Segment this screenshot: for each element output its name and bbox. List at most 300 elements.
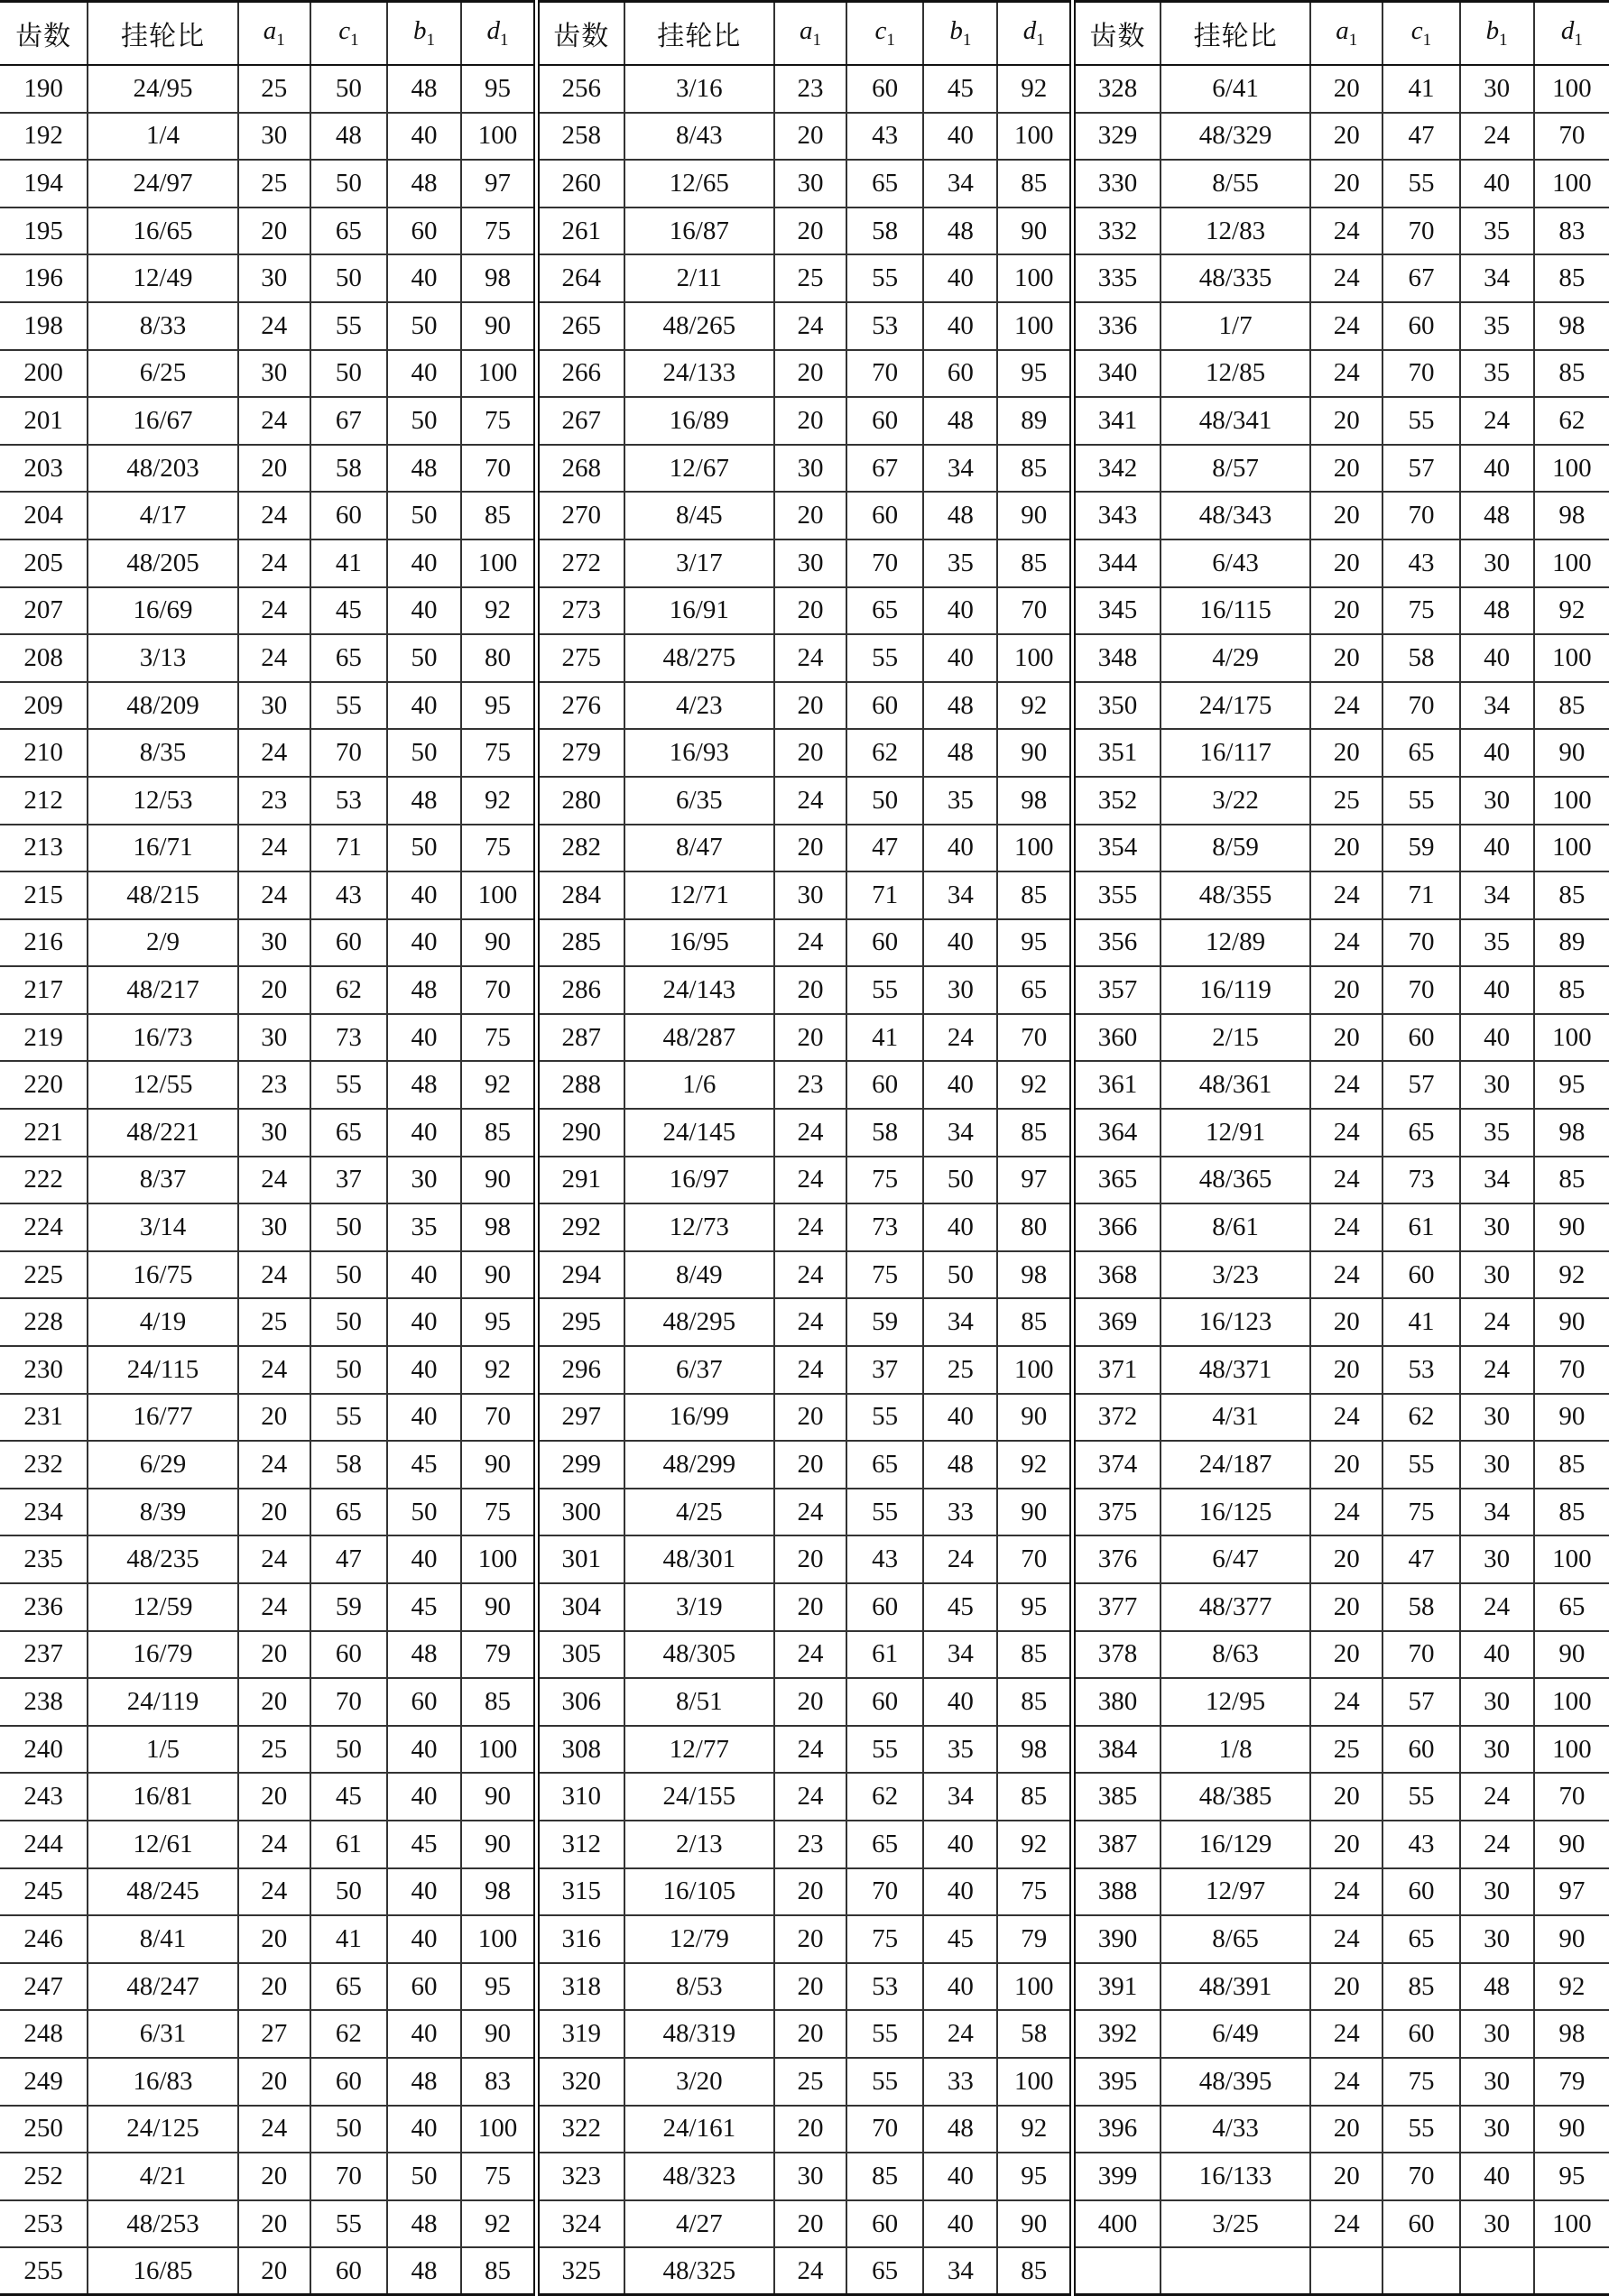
- cell-d: 62: [1534, 397, 1609, 445]
- cell-d: 100: [1534, 1678, 1609, 1726]
- cell-teeth: 265: [536, 302, 624, 350]
- cell-b: 45: [923, 65, 997, 113]
- cell-ratio: 12/65: [624, 160, 774, 207]
- cell-ratio: 16/133: [1161, 2153, 1310, 2200]
- cell-ratio: 2/11: [624, 254, 774, 302]
- cell-teeth: 291: [536, 1157, 624, 1204]
- cell-a: 24: [238, 1346, 310, 1394]
- cell-c: 73: [846, 1203, 923, 1251]
- cell-a: 20: [1310, 825, 1382, 872]
- cell-b: 30: [1460, 1535, 1534, 1583]
- cell-ratio: 48/341: [1161, 397, 1310, 445]
- cell-a: 20: [1310, 1963, 1382, 2011]
- cell-c: 58: [310, 445, 387, 493]
- cell-ratio: 48/235: [88, 1535, 237, 1583]
- cell-b: 45: [387, 1441, 461, 1489]
- cell-b: 30: [1460, 2200, 1534, 2248]
- cell-d: 90: [997, 1394, 1072, 1442]
- cell-a: 24: [1310, 871, 1382, 919]
- cell-teeth: 260: [536, 160, 624, 207]
- cell-teeth: 305: [536, 1631, 624, 1679]
- cell-ratio: 16/67: [88, 397, 237, 445]
- cell-teeth: 288: [536, 1061, 624, 1109]
- cell-c: 58: [846, 1109, 923, 1157]
- cell-teeth: 212: [0, 777, 88, 825]
- cell-teeth: 221: [0, 1109, 88, 1157]
- table-row: [0, 2247, 1609, 2295]
- cell-d: 80: [461, 634, 536, 682]
- table-row: [0, 1631, 1609, 1679]
- header-c-group-2: [846, 2, 923, 66]
- cell-b: 34: [923, 445, 997, 493]
- cell-a: 30: [238, 350, 310, 398]
- cell-c: 45: [310, 587, 387, 635]
- header-teeth-label: 齿数: [15, 21, 72, 52]
- cell-ratio: 12/89: [1161, 919, 1310, 967]
- table-row: [0, 871, 1609, 919]
- cell-ratio: 8/43: [624, 113, 774, 161]
- cell-ratio: 3/19: [624, 1583, 774, 1631]
- cell-d: 95: [997, 1583, 1072, 1631]
- cell-a: 20: [774, 207, 846, 255]
- cell-a: 20: [774, 1963, 846, 2011]
- cell-a: 20: [774, 1394, 846, 1442]
- cell-a: 24: [238, 634, 310, 682]
- cell-b: 35: [1460, 919, 1534, 967]
- cell-d: 85: [997, 2247, 1072, 2295]
- cell-teeth: 237: [0, 1631, 88, 1679]
- cell-ratio: 16/99: [624, 1394, 774, 1442]
- cell-b: 40: [387, 682, 461, 730]
- cell-b: 34: [1460, 1489, 1534, 1536]
- cell-b: 40: [923, 1821, 997, 1868]
- header-teeth-group-1: [0, 2, 88, 66]
- cell-ratio: 48/209: [88, 682, 237, 730]
- cell-teeth: 196: [0, 254, 88, 302]
- cell-teeth: 392: [1073, 2010, 1161, 2058]
- cell-a: 20: [774, 1915, 846, 1963]
- table-row: [0, 1203, 1609, 1251]
- cell-teeth: 322: [536, 2106, 624, 2153]
- cell-b: 24: [1460, 113, 1534, 161]
- cell-teeth: 266: [536, 350, 624, 398]
- cell-teeth: 247: [0, 1963, 88, 2011]
- header-b-label: [1485, 16, 1508, 50]
- cell-b: 48: [1460, 1963, 1534, 2011]
- cell-ratio: 48/287: [624, 1014, 774, 1062]
- cell-b: 40: [387, 1726, 461, 1774]
- cell-ratio: 24/115: [88, 1346, 237, 1394]
- cell-ratio: 1/4: [88, 113, 237, 161]
- cell-teeth: 279: [536, 729, 624, 777]
- cell-ratio: 1/5: [88, 1726, 237, 1774]
- cell-b: 40: [387, 1394, 461, 1442]
- cell-b: 40: [923, 825, 997, 872]
- cell-a: 20: [1310, 492, 1382, 539]
- cell-teeth: 388: [1073, 1868, 1161, 1916]
- cell-d: 70: [461, 445, 536, 493]
- cell-b: 34: [923, 160, 997, 207]
- cell-d: 98: [461, 1868, 536, 1916]
- cell-c: 45: [310, 1773, 387, 1821]
- cell-teeth: 387: [1073, 1821, 1161, 1868]
- cell-d: 100: [461, 539, 536, 587]
- cell-d: 90: [997, 2200, 1072, 2248]
- table-row: [0, 160, 1609, 207]
- table-row: [0, 1489, 1609, 1536]
- cell-b: 40: [923, 1963, 997, 2011]
- cell-b: 45: [923, 1915, 997, 1963]
- cell-teeth: 192: [0, 113, 88, 161]
- cell-ratio: 8/39: [88, 1489, 237, 1536]
- cell-c: 55: [846, 1394, 923, 1442]
- cell-ratio: 48/221: [88, 1109, 237, 1157]
- cell-ratio: 8/55: [1161, 160, 1310, 207]
- header-d-label: [1560, 16, 1583, 50]
- cell-c: 60: [1382, 1868, 1459, 1916]
- cell-d: 75: [461, 207, 536, 255]
- cell-a: 24: [1310, 1489, 1382, 1536]
- cell-c: 50: [310, 254, 387, 302]
- cell-c: 75: [1382, 587, 1459, 635]
- cell-d: 75: [461, 1489, 536, 1536]
- variable-subscript: 1: [886, 30, 895, 50]
- cell-teeth: 351: [1073, 729, 1161, 777]
- cell-a: 24: [1310, 1678, 1382, 1726]
- cell-c: 59: [310, 1583, 387, 1631]
- cell-d: 98: [997, 1726, 1072, 1774]
- cell-teeth: 357: [1073, 966, 1161, 1014]
- cell-teeth: 299: [536, 1441, 624, 1489]
- cell-ratio: 8/47: [624, 825, 774, 872]
- cell-b: 40: [387, 350, 461, 398]
- header-c-label: [874, 16, 895, 50]
- cell-d: 92: [461, 2200, 536, 2248]
- cell-a: 25: [774, 2058, 846, 2106]
- cell-d: 90: [461, 1583, 536, 1631]
- cell-a: 20: [1310, 65, 1382, 113]
- cell-teeth: 308: [536, 1726, 624, 1774]
- cell-ratio: 12/95: [1161, 1678, 1310, 1726]
- cell-teeth: 395: [1073, 2058, 1161, 2106]
- cell-teeth: 368: [1073, 1251, 1161, 1299]
- table-row: [0, 634, 1609, 682]
- variable-letter: c: [338, 16, 351, 46]
- cell-teeth: 295: [536, 1298, 624, 1346]
- cell-a: 20: [774, 966, 846, 1014]
- cell-b: 50: [923, 1251, 997, 1299]
- cell-c: 71: [310, 825, 387, 872]
- cell-c: 55: [846, 2058, 923, 2106]
- cell-d: 70: [461, 1394, 536, 1442]
- cell-teeth: 222: [0, 1157, 88, 1204]
- cell-b: 60: [923, 350, 997, 398]
- cell-a: 20: [1310, 539, 1382, 587]
- cell-a: 24: [238, 825, 310, 872]
- cell-c: 61: [846, 1631, 923, 1679]
- table-row: [0, 1963, 1609, 2011]
- cell-teeth: 210: [0, 729, 88, 777]
- cell-b: 50: [387, 397, 461, 445]
- cell-d: 95: [997, 2153, 1072, 2200]
- cell-d: 90: [461, 919, 536, 967]
- cell-c: 55: [310, 302, 387, 350]
- cell-b: 40: [387, 1773, 461, 1821]
- cell-teeth: 273: [536, 587, 624, 635]
- cell-ratio: 16/71: [88, 825, 237, 872]
- table-row: [0, 207, 1609, 255]
- variable-subscript: 1: [962, 30, 972, 50]
- cell-c: 62: [310, 966, 387, 1014]
- cell-c: 50: [846, 777, 923, 825]
- cell-d: 75: [461, 2153, 536, 2200]
- cell-d: 85: [1534, 254, 1609, 302]
- cell-c: 50: [310, 160, 387, 207]
- cell-teeth: 248: [0, 2010, 88, 2058]
- cell-c: 70: [310, 1678, 387, 1726]
- cell-b: 30: [923, 966, 997, 1014]
- cell-teeth: 328: [1073, 65, 1161, 113]
- cell-b: 25: [923, 1346, 997, 1394]
- cell-d: 92: [461, 587, 536, 635]
- cell-c: 43: [846, 113, 923, 161]
- cell-d: 85: [1534, 682, 1609, 730]
- cell-b: 40: [923, 2153, 997, 2200]
- cell-c: 62: [846, 729, 923, 777]
- cell-a: 23: [774, 1061, 846, 1109]
- cell-a: 20: [238, 1394, 310, 1442]
- table-row: [0, 492, 1609, 539]
- cell-ratio: 8/65: [1161, 1915, 1310, 1963]
- cell-teeth: 213: [0, 825, 88, 872]
- cell-teeth: 377: [1073, 1583, 1161, 1631]
- cell-c: 59: [1382, 825, 1459, 872]
- cell-teeth: 203: [0, 445, 88, 493]
- cell-teeth: 376: [1073, 1535, 1161, 1583]
- cell-a: 24: [1310, 2200, 1382, 2248]
- cell-ratio: 48/365: [1161, 1157, 1310, 1204]
- cell-teeth: 310: [536, 1773, 624, 1821]
- cell-teeth: 324: [536, 2200, 624, 2248]
- cell-ratio: [1161, 2247, 1310, 2295]
- cell-d: 65: [997, 966, 1072, 1014]
- cell-ratio: 3/23: [1161, 1251, 1310, 1299]
- cell-ratio: 2/9: [88, 919, 237, 967]
- cell-d: 100: [997, 113, 1072, 161]
- cell-d: 85: [1534, 871, 1609, 919]
- cell-teeth: 361: [1073, 1061, 1161, 1109]
- cell-d: 90: [1534, 1631, 1609, 1679]
- cell-b: 35: [1460, 350, 1534, 398]
- cell-d: 100: [997, 302, 1072, 350]
- cell-b: 30: [1460, 1868, 1534, 1916]
- cell-a: 20: [238, 2153, 310, 2200]
- cell-ratio: 16/95: [624, 919, 774, 967]
- cell-d: 100: [1534, 777, 1609, 825]
- cell-ratio: 3/16: [624, 65, 774, 113]
- cell-teeth: 323: [536, 2153, 624, 2200]
- header-b-label: [949, 16, 972, 50]
- cell-d: 92: [1534, 1251, 1609, 1299]
- header-d-label: [486, 16, 509, 50]
- cell-c: 65: [310, 634, 387, 682]
- cell-b: 40: [1460, 2153, 1534, 2200]
- cell-teeth: 195: [0, 207, 88, 255]
- cell-c: 62: [846, 1773, 923, 1821]
- cell-teeth: 297: [536, 1394, 624, 1442]
- cell-ratio: 48/245: [88, 1868, 237, 1916]
- cell-c: 50: [310, 350, 387, 398]
- cell-b: 40: [387, 254, 461, 302]
- cell-d: 90: [1534, 1394, 1609, 1442]
- cell-c: 70: [846, 2106, 923, 2153]
- cell-d: 92: [1534, 1963, 1609, 2011]
- header-b-group-2: [923, 2, 997, 66]
- cell-teeth: 207: [0, 587, 88, 635]
- table-row: [0, 966, 1609, 1014]
- cell-ratio: 6/41: [1161, 65, 1310, 113]
- cell-c: 60: [846, 682, 923, 730]
- header-ratio-label: 挂轮比: [657, 21, 742, 52]
- cell-a: 24: [238, 397, 310, 445]
- cell-c: 65: [310, 1489, 387, 1536]
- cell-ratio: 16/73: [88, 1014, 237, 1062]
- table-row: [0, 2200, 1609, 2248]
- cell-a: 24: [238, 1251, 310, 1299]
- cell-teeth: 225: [0, 1251, 88, 1299]
- cell-ratio: 8/33: [88, 302, 237, 350]
- cell-c: 53: [846, 302, 923, 350]
- cell-ratio: 3/13: [88, 634, 237, 682]
- cell-c: [1382, 2247, 1459, 2295]
- cell-ratio: 8/57: [1161, 445, 1310, 493]
- cell-teeth: 243: [0, 1773, 88, 1821]
- cell-ratio: 2/15: [1161, 1014, 1310, 1062]
- cell-a: 20: [238, 1963, 310, 2011]
- cell-teeth: 235: [0, 1535, 88, 1583]
- cell-d: 70: [1534, 1346, 1609, 1394]
- cell-b: 40: [387, 539, 461, 587]
- cell-a: 24: [774, 1346, 846, 1394]
- cell-a: 23: [774, 1821, 846, 1868]
- cell-d: 95: [461, 1963, 536, 2011]
- cell-a: 24: [1310, 1109, 1382, 1157]
- cell-ratio: 6/49: [1161, 2010, 1310, 2058]
- cell-ratio: 1/6: [624, 1061, 774, 1109]
- cell-a: 24: [1310, 302, 1382, 350]
- cell-c: 60: [846, 1678, 923, 1726]
- cell-d: 95: [461, 1298, 536, 1346]
- cell-c: 61: [310, 1821, 387, 1868]
- cell-d: 90: [461, 1773, 536, 1821]
- cell-c: 50: [310, 1251, 387, 1299]
- cell-c: 48: [310, 113, 387, 161]
- cell-b: 45: [387, 1821, 461, 1868]
- cell-a: 20: [1310, 1583, 1382, 1631]
- cell-a: 25: [1310, 1726, 1382, 1774]
- cell-b: 34: [923, 1109, 997, 1157]
- cell-teeth: 256: [536, 65, 624, 113]
- cell-a: 30: [238, 113, 310, 161]
- cell-teeth: 342: [1073, 445, 1161, 493]
- cell-teeth: 244: [0, 1821, 88, 1868]
- cell-ratio: 48/217: [88, 966, 237, 1014]
- cell-ratio: 6/37: [624, 1346, 774, 1394]
- cell-b: 40: [387, 1109, 461, 1157]
- cell-b: 60: [387, 1963, 461, 2011]
- cell-d: 80: [997, 1203, 1072, 1251]
- cell-c: 50: [310, 1203, 387, 1251]
- cell-a: 24: [1310, 207, 1382, 255]
- cell-teeth: 350: [1073, 682, 1161, 730]
- cell-teeth: 329: [1073, 113, 1161, 161]
- cell-ratio: 48/325: [624, 2247, 774, 2295]
- cell-ratio: 24/133: [624, 350, 774, 398]
- cell-d: 95: [1534, 2153, 1609, 2200]
- cell-c: 60: [846, 1061, 923, 1109]
- cell-teeth: 374: [1073, 1441, 1161, 1489]
- cell-ratio: 12/97: [1161, 1868, 1310, 1916]
- header-b-label: [413, 16, 436, 50]
- cell-teeth: 380: [1073, 1678, 1161, 1726]
- cell-d: 89: [997, 397, 1072, 445]
- cell-a: 20: [774, 1441, 846, 1489]
- cell-c: 55: [846, 254, 923, 302]
- cell-b: 48: [387, 2247, 461, 2295]
- cell-b: 34: [923, 1631, 997, 1679]
- cell-d: 90: [997, 207, 1072, 255]
- table-row: [0, 682, 1609, 730]
- cell-ratio: 48/247: [88, 1963, 237, 2011]
- cell-ratio: 4/29: [1161, 634, 1310, 682]
- cell-teeth: 220: [0, 1061, 88, 1109]
- table-row: [0, 350, 1609, 398]
- cell-c: 41: [310, 539, 387, 587]
- cell-teeth: 249: [0, 2058, 88, 2106]
- cell-a: 30: [774, 2153, 846, 2200]
- cell-b: 24: [1460, 1583, 1534, 1631]
- cell-teeth: 356: [1073, 919, 1161, 967]
- cell-c: 71: [846, 871, 923, 919]
- cell-c: 85: [846, 2153, 923, 2200]
- cell-a: 24: [1310, 1251, 1382, 1299]
- table-header: [0, 2, 1609, 66]
- cell-c: 75: [846, 1251, 923, 1299]
- cell-b: 48: [387, 966, 461, 1014]
- cell-b: 40: [387, 1535, 461, 1583]
- cell-ratio: 4/31: [1161, 1394, 1310, 1442]
- cell-ratio: 16/75: [88, 1251, 237, 1299]
- cell-b: 40: [387, 587, 461, 635]
- cell-teeth: 246: [0, 1915, 88, 1963]
- cell-ratio: 48/361: [1161, 1061, 1310, 1109]
- header-ratio-group-2: [624, 2, 774, 66]
- cell-ratio: 48/391: [1161, 1963, 1310, 2011]
- cell-a: 30: [238, 1014, 310, 1062]
- cell-b: 24: [1460, 1773, 1534, 1821]
- cell-a: 24: [1310, 350, 1382, 398]
- cell-a: 24: [774, 1298, 846, 1346]
- cell-teeth: 348: [1073, 634, 1161, 682]
- cell-d: 85: [997, 871, 1072, 919]
- cell-c: 60: [310, 919, 387, 967]
- cell-c: 43: [846, 1535, 923, 1583]
- header-teeth-group-2: [536, 2, 624, 66]
- cell-c: 55: [1382, 160, 1459, 207]
- cell-c: 62: [1382, 1394, 1459, 1442]
- cell-a: 20: [238, 445, 310, 493]
- cell-ratio: 8/61: [1161, 1203, 1310, 1251]
